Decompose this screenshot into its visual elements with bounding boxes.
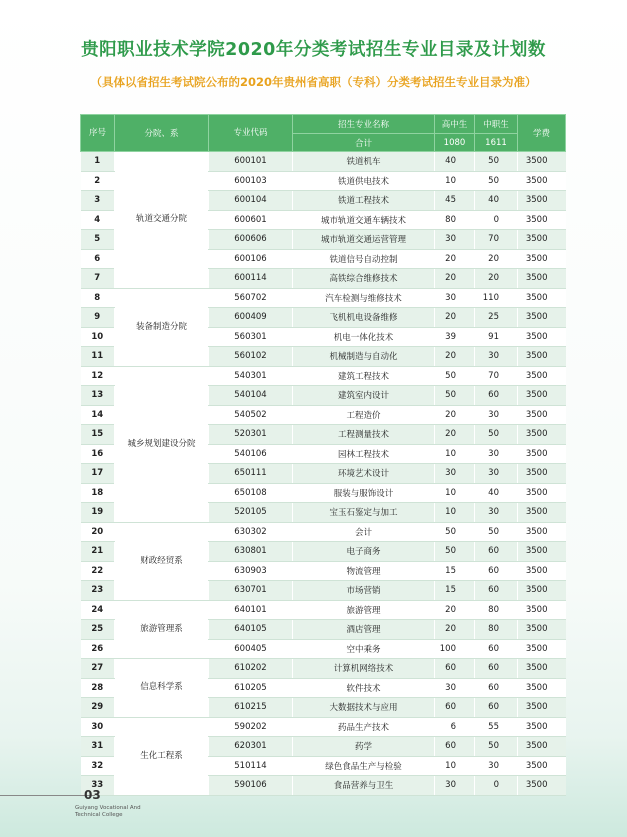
row-name: 建筑室内设计 xyxy=(293,386,435,406)
dept-cell: 城乡规划建设分院 xyxy=(115,366,209,522)
row-mid: 30 xyxy=(475,444,518,464)
row-seq: 4 xyxy=(81,210,115,230)
row-name: 园林工程技术 xyxy=(293,444,435,464)
row-mid: 30 xyxy=(475,464,518,484)
row-mid: 20 xyxy=(475,269,518,289)
row-mid: 50 xyxy=(475,737,518,757)
row-name: 电子商务 xyxy=(293,542,435,562)
row-seq: 24 xyxy=(81,600,115,620)
row-code: 650111 xyxy=(209,464,293,484)
row-name: 食品营养与卫生 xyxy=(293,776,435,796)
row-fee: 3500 xyxy=(518,425,566,445)
row-mid: 60 xyxy=(475,678,518,698)
row-mid: 30 xyxy=(475,503,518,523)
row-fee: 3500 xyxy=(518,503,566,523)
row-fee: 3500 xyxy=(518,581,566,601)
dept-cell: 轨道交通分院 xyxy=(115,152,209,289)
row-mid: 80 xyxy=(475,600,518,620)
header-name: 招生专业名称 xyxy=(293,115,435,134)
row-name: 建筑工程技术 xyxy=(293,366,435,386)
row-fee: 3500 xyxy=(518,386,566,406)
row-high: 6 xyxy=(435,717,475,737)
dept-cell: 装备制造分院 xyxy=(115,288,209,366)
header-seq: 序号 xyxy=(81,115,115,152)
row-code: 600114 xyxy=(209,269,293,289)
row-mid: 60 xyxy=(475,659,518,679)
row-code: 630302 xyxy=(209,522,293,542)
row-name: 机械制造与自动化 xyxy=(293,347,435,367)
row-high: 20 xyxy=(435,249,475,269)
college-name-en xyxy=(75,805,141,819)
row-name: 环境艺术设计 xyxy=(293,464,435,484)
row-high: 20 xyxy=(435,620,475,640)
row-high: 10 xyxy=(435,756,475,776)
row-name: 大数据技术与应用 xyxy=(293,698,435,718)
row-seq: 22 xyxy=(81,561,115,581)
row-high: 60 xyxy=(435,659,475,679)
dept-cell: 旅游管理系 xyxy=(115,600,209,659)
header-code: 专业代码 xyxy=(209,115,293,152)
page-title: 贵阳职业技术学院2020年分类考试招生专业目录及计划数 xyxy=(81,40,546,60)
row-mid: 20 xyxy=(475,249,518,269)
row-mid: 30 xyxy=(475,405,518,425)
row-code: 600104 xyxy=(209,191,293,211)
row-mid: 70 xyxy=(475,230,518,250)
row-seq: 30 xyxy=(81,717,115,737)
row-code: 540104 xyxy=(209,386,293,406)
row-name: 城市轨道交通运营管理 xyxy=(293,230,435,250)
row-fee: 3500 xyxy=(518,678,566,698)
row-mid: 40 xyxy=(475,191,518,211)
row-code: 650108 xyxy=(209,483,293,503)
row-high: 50 xyxy=(435,542,475,562)
row-fee: 3500 xyxy=(518,464,566,484)
row-mid: 30 xyxy=(475,347,518,367)
row-fee: 3500 xyxy=(518,698,566,718)
header-high: 高中生 xyxy=(435,115,475,134)
row-seq: 5 xyxy=(81,230,115,250)
row-code: 640105 xyxy=(209,620,293,640)
row-high: 10 xyxy=(435,503,475,523)
row-fee: 3500 xyxy=(518,737,566,757)
row-code: 600601 xyxy=(209,210,293,230)
row-mid: 60 xyxy=(475,561,518,581)
row-seq: 26 xyxy=(81,639,115,659)
page-subtitle: （具体以省招生考试院公布的2020年贵州省高职（专科）分类考试招生专业目录为准） xyxy=(90,75,537,89)
row-fee: 3500 xyxy=(518,366,566,386)
row-mid: 0 xyxy=(475,776,518,796)
row-seq: 14 xyxy=(81,405,115,425)
row-high: 10 xyxy=(435,444,475,464)
row-mid: 91 xyxy=(475,327,518,347)
row-name: 酒店管理 xyxy=(293,620,435,640)
row-high: 50 xyxy=(435,366,475,386)
table-row xyxy=(81,366,566,386)
row-high: 10 xyxy=(435,483,475,503)
row-fee: 3500 xyxy=(518,542,566,562)
row-seq: 11 xyxy=(81,347,115,367)
row-seq: 2 xyxy=(81,171,115,191)
row-code: 560102 xyxy=(209,347,293,367)
row-name: 空中乘务 xyxy=(293,639,435,659)
row-name: 飞机机电设备维修 xyxy=(293,308,435,328)
row-name: 高铁综合维修技术 xyxy=(293,269,435,289)
row-fee: 3500 xyxy=(518,249,566,269)
row-mid: 55 xyxy=(475,717,518,737)
row-code: 560702 xyxy=(209,288,293,308)
row-name: 物流管理 xyxy=(293,561,435,581)
row-mid: 50 xyxy=(475,152,518,172)
row-high: 39 xyxy=(435,327,475,347)
row-high: 20 xyxy=(435,425,475,445)
row-fee: 3500 xyxy=(518,288,566,308)
row-seq: 17 xyxy=(81,464,115,484)
row-seq: 15 xyxy=(81,425,115,445)
row-high: 30 xyxy=(435,678,475,698)
row-high: 15 xyxy=(435,561,475,581)
dept-cell: 财政经贸系 xyxy=(115,522,209,600)
row-fee: 3500 xyxy=(518,444,566,464)
row-fee: 3500 xyxy=(518,405,566,425)
row-mid: 50 xyxy=(475,171,518,191)
row-name: 工程造价 xyxy=(293,405,435,425)
row-fee: 3500 xyxy=(518,756,566,776)
row-fee: 3500 xyxy=(518,152,566,172)
row-seq: 16 xyxy=(81,444,115,464)
row-code: 610215 xyxy=(209,698,293,718)
table-row xyxy=(81,522,566,542)
row-mid: 30 xyxy=(475,756,518,776)
row-mid: 50 xyxy=(475,522,518,542)
header-mid: 中职生 xyxy=(475,115,518,134)
row-code: 630903 xyxy=(209,561,293,581)
row-high: 45 xyxy=(435,191,475,211)
row-fee: 3500 xyxy=(518,776,566,796)
row-code: 520301 xyxy=(209,425,293,445)
row-seq: 8 xyxy=(81,288,115,308)
row-seq: 28 xyxy=(81,678,115,698)
row-code: 610205 xyxy=(209,678,293,698)
row-fee: 3500 xyxy=(518,659,566,679)
row-high: 60 xyxy=(435,737,475,757)
header-dept: 分院、系 xyxy=(115,115,209,152)
row-code: 520105 xyxy=(209,503,293,523)
college-name-line1: Guiyang Vocational And xyxy=(75,805,141,811)
row-code: 540106 xyxy=(209,444,293,464)
row-mid: 60 xyxy=(475,542,518,562)
row-mid: 60 xyxy=(475,698,518,718)
row-mid: 110 xyxy=(475,288,518,308)
row-code: 600101 xyxy=(209,152,293,172)
dept-cell: 信息科学系 xyxy=(115,659,209,718)
row-code: 630801 xyxy=(209,542,293,562)
row-code: 600106 xyxy=(209,249,293,269)
row-high: 30 xyxy=(435,464,475,484)
row-mid: 60 xyxy=(475,386,518,406)
row-name: 城市轨道交通车辆技术 xyxy=(293,210,435,230)
header-fee: 学费 xyxy=(518,115,566,152)
row-code: 590202 xyxy=(209,717,293,737)
row-fee: 3500 xyxy=(518,327,566,347)
row-high: 20 xyxy=(435,347,475,367)
row-name: 铁道供电技术 xyxy=(293,171,435,191)
row-mid: 80 xyxy=(475,620,518,640)
row-name: 市场营销 xyxy=(293,581,435,601)
row-high: 50 xyxy=(435,386,475,406)
row-fee: 3500 xyxy=(518,639,566,659)
row-fee: 3500 xyxy=(518,483,566,503)
row-code: 620301 xyxy=(209,737,293,757)
row-seq: 6 xyxy=(81,249,115,269)
row-name: 工程测量技术 xyxy=(293,425,435,445)
table-row xyxy=(81,659,566,679)
row-fee: 3500 xyxy=(518,210,566,230)
row-code: 590106 xyxy=(209,776,293,796)
row-fee: 3500 xyxy=(518,717,566,737)
row-name: 会计 xyxy=(293,522,435,542)
row-name: 药品生产技术 xyxy=(293,717,435,737)
row-fee: 3500 xyxy=(518,269,566,289)
row-seq: 21 xyxy=(81,542,115,562)
row-code: 640101 xyxy=(209,600,293,620)
header-mid-total: 1611 xyxy=(475,134,518,152)
row-seq: 13 xyxy=(81,386,115,406)
row-high: 20 xyxy=(435,600,475,620)
row-code: 600409 xyxy=(209,308,293,328)
row-mid: 50 xyxy=(475,425,518,445)
table-row xyxy=(81,600,566,620)
row-fee: 3500 xyxy=(518,347,566,367)
row-fee: 3500 xyxy=(518,600,566,620)
row-code: 610202 xyxy=(209,659,293,679)
table-row xyxy=(81,717,566,737)
row-seq: 20 xyxy=(81,522,115,542)
row-fee: 3500 xyxy=(518,522,566,542)
row-fee: 3500 xyxy=(518,561,566,581)
row-name: 机电一体化技术 xyxy=(293,327,435,347)
row-name: 药学 xyxy=(293,737,435,757)
row-code: 510114 xyxy=(209,756,293,776)
footer-divider xyxy=(0,795,95,796)
row-seq: 32 xyxy=(81,756,115,776)
row-seq: 25 xyxy=(81,620,115,640)
row-name: 汽车检测与维修技术 xyxy=(293,288,435,308)
row-seq: 3 xyxy=(81,191,115,211)
college-name-line2: Technical College xyxy=(75,812,123,818)
row-code: 600103 xyxy=(209,171,293,191)
row-seq: 9 xyxy=(81,308,115,328)
row-mid: 70 xyxy=(475,366,518,386)
row-name: 旅游管理 xyxy=(293,600,435,620)
row-high: 20 xyxy=(435,308,475,328)
row-name: 计算机网络技术 xyxy=(293,659,435,679)
row-name: 绿色食品生产与检验 xyxy=(293,756,435,776)
row-name: 软件技术 xyxy=(293,678,435,698)
row-high: 30 xyxy=(435,230,475,250)
row-high: 30 xyxy=(435,288,475,308)
row-seq: 10 xyxy=(81,327,115,347)
row-fee: 3500 xyxy=(518,171,566,191)
row-seq: 7 xyxy=(81,269,115,289)
row-seq: 33 xyxy=(81,776,115,796)
row-fee: 3500 xyxy=(518,191,566,211)
table-row xyxy=(81,288,566,308)
row-seq: 1 xyxy=(81,152,115,172)
row-mid: 60 xyxy=(475,639,518,659)
row-high: 20 xyxy=(435,269,475,289)
table-header-row xyxy=(81,115,566,134)
enrollment-table xyxy=(80,114,566,796)
row-high: 80 xyxy=(435,210,475,230)
row-seq: 18 xyxy=(81,483,115,503)
row-code: 600606 xyxy=(209,230,293,250)
row-high: 20 xyxy=(435,405,475,425)
row-code: 560301 xyxy=(209,327,293,347)
row-mid: 0 xyxy=(475,210,518,230)
header-high-total: 1080 xyxy=(435,134,475,152)
header-total: 合计 xyxy=(293,134,435,152)
row-name: 铁道机车 xyxy=(293,152,435,172)
row-code: 540502 xyxy=(209,405,293,425)
row-code: 540301 xyxy=(209,366,293,386)
page-number: 03 xyxy=(84,788,101,802)
row-fee: 3500 xyxy=(518,308,566,328)
row-mid: 25 xyxy=(475,308,518,328)
row-seq: 19 xyxy=(81,503,115,523)
row-code: 630701 xyxy=(209,581,293,601)
row-high: 100 xyxy=(435,639,475,659)
table-row xyxy=(81,152,566,172)
row-seq: 27 xyxy=(81,659,115,679)
row-fee: 3500 xyxy=(518,230,566,250)
row-high: 60 xyxy=(435,698,475,718)
row-high: 40 xyxy=(435,152,475,172)
row-high: 30 xyxy=(435,776,475,796)
table-body xyxy=(81,152,566,796)
row-name: 铁道信号自动控制 xyxy=(293,249,435,269)
row-high: 50 xyxy=(435,522,475,542)
row-mid: 60 xyxy=(475,581,518,601)
row-name: 宝玉石鉴定与加工 xyxy=(293,503,435,523)
dept-cell: 生化工程系 xyxy=(115,717,209,795)
row-seq: 12 xyxy=(81,366,115,386)
row-fee: 3500 xyxy=(518,620,566,640)
row-high: 15 xyxy=(435,581,475,601)
row-name: 服装与服饰设计 xyxy=(293,483,435,503)
row-mid: 40 xyxy=(475,483,518,503)
row-name: 铁道工程技术 xyxy=(293,191,435,211)
row-high: 10 xyxy=(435,171,475,191)
row-seq: 29 xyxy=(81,698,115,718)
row-seq: 31 xyxy=(81,737,115,757)
row-seq: 23 xyxy=(81,581,115,601)
row-code: 600405 xyxy=(209,639,293,659)
